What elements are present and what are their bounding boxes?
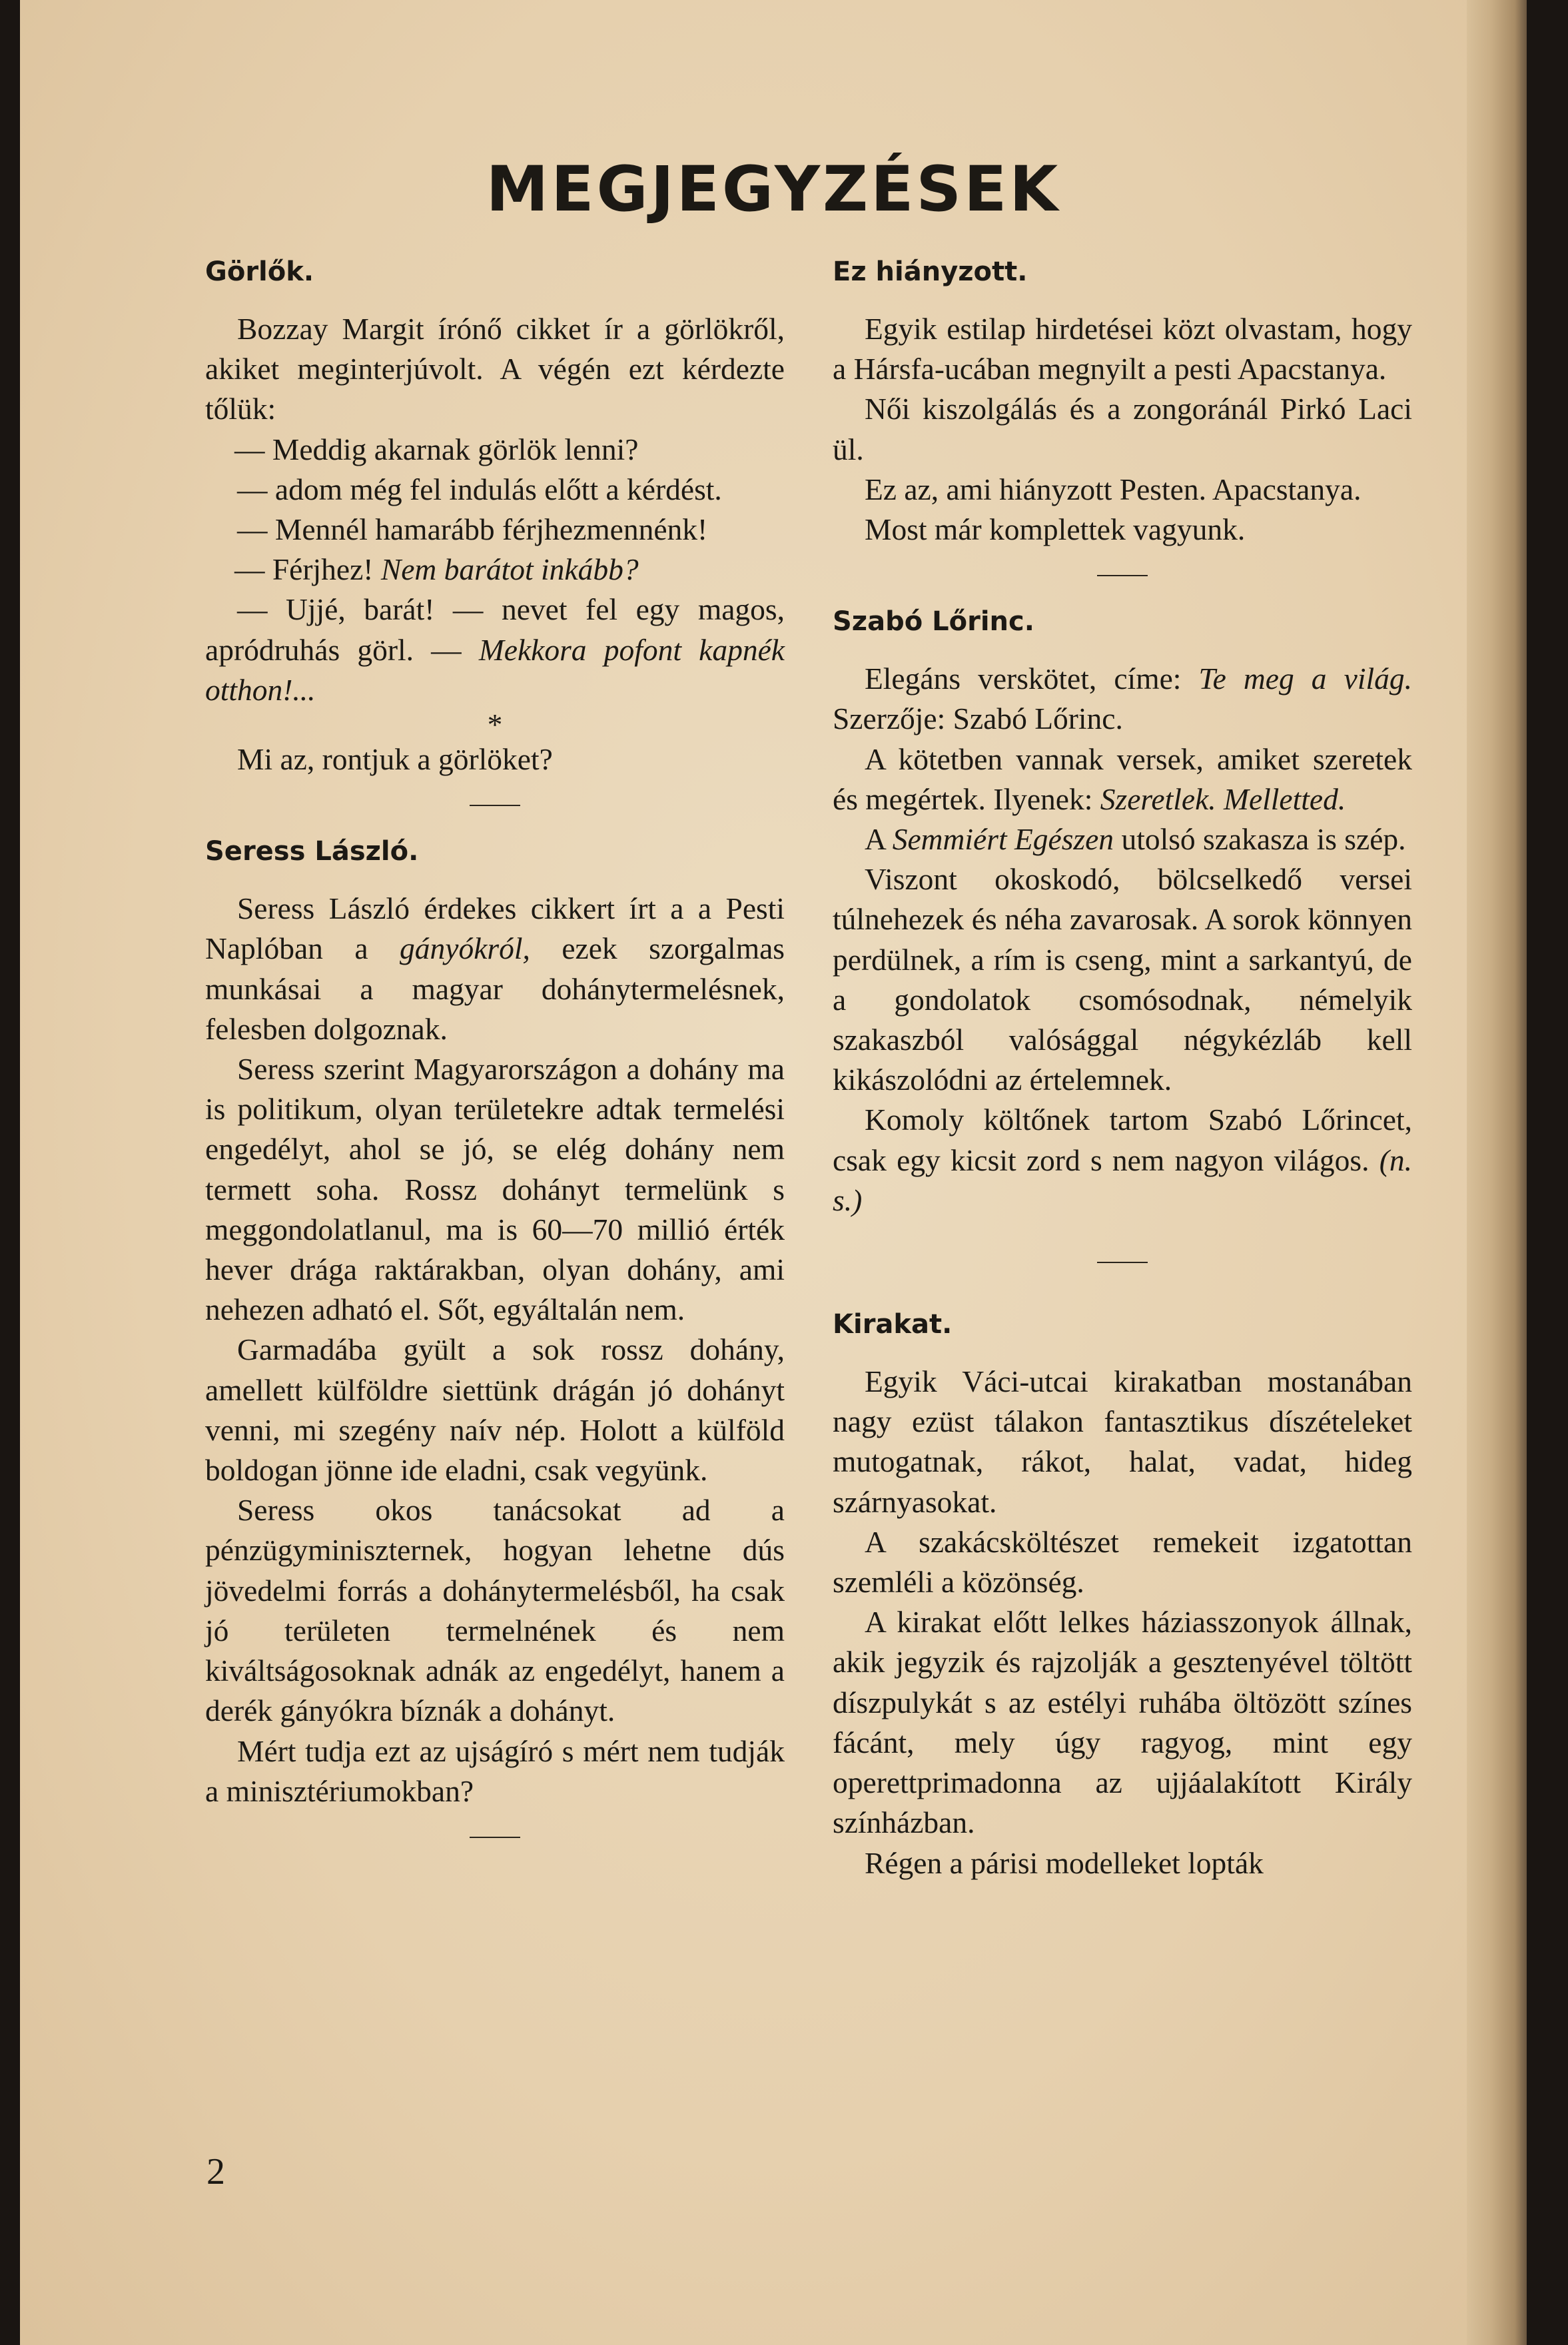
text-run: utolsó szakasza is szép. [1114,822,1406,857]
paragraph [833,739,1412,819]
italic-text: gányókról, [400,931,530,966]
paragraph: Bozzay Margit írónő cikket ír a görlökről, akiket meginterjúvolt. A végén ezt kérdezte tőlük: [205,312,785,426]
italic-text: Mekkora pofont kapnék otthon!... [205,632,785,707]
page-spine-shadow [1467,0,1527,2345]
paragraph: Mi az, rontjuk a görlöket? [237,742,553,777]
dialogue-line: — Mennél hamarább férjhezmennénk! [237,512,708,547]
text-run: Seress László érdekes cikkert írt a a Pesti Naplóban a [205,891,785,966]
text-run: Szerzője: Szabó Lőrinc. [833,702,1123,736]
text-run: A kötetben vannak versek, amiket szeretek és megértek. Ilyenek: [833,741,1412,816]
dialogue-line: — adom még fel indulás előtt a kérdést. [237,472,722,506]
dialogue-text: — Ujjé, barát! — nevet fel egy magos, apródruhás görl. — [205,592,785,667]
section-separator [1097,1262,1148,1263]
section-seress [205,831,785,1811]
section-ez-hianyzott [833,252,1412,550]
section-gorlok [205,252,785,779]
paragraph: Garmadába gyült a sok rossz dohány, amellett külföldre siettünk drágán jó dohányt venni, mi szegény naív nép. Holott a külföld boldogan jönne ide eladni, csak vegyünk. [205,1332,785,1488]
section-separator [1097,575,1148,576]
italic-text: Nem barátot inkább? [380,552,639,587]
paragraph: A szakácsköltészet remekeit izgatottan szemléli a közönség. [833,1524,1412,1600]
left-column [205,252,785,1863]
paragraph: A kirakat előtt lelkes háziasszonyok állnak, akik jegyzik és rajzolják a gesztenyével töltött díszpulykát s az estélyi ruhába öltözött színes fácánt, mely úgy ragyog, mint egy operettprimadonna az ujjáalakított Király színházban. [833,1605,1412,1840]
section-heading: Seress László. [205,836,419,867]
page-number: 2 [206,2151,225,2192]
page-title: MEGJEGYZÉSEK [486,153,1061,226]
paragraph [833,1100,1412,1220]
paragraph [833,659,1412,739]
paragraph: Seress okos tanácsokat ad a pénzügyminiszternek, hogyan lehetne dús jövedelmi forrás a dohánytermelésből, ha csak jó területen termelnének és nem kiváltságosoknak adnák az engedélyt, hanem a derék gányókra bíznák a dohányt. [205,1493,785,1728]
paragraph [205,889,785,1049]
dialogue-line: — Meddig akarnak görlök lenni? [234,432,639,466]
right-column [833,252,1412,1883]
text-run: A [865,822,893,857]
paragraph [833,819,1412,859]
section-szabo-lorinc [833,602,1412,1220]
paragraph: Seress szerint Magyarországon a dohány ma is politikum, olyan területekre adtak termelési engedélyt, ahol se jó, se elég dohány nem termett soha. Rossz dohányt termelünk s meggondolatlanul, ma is 60—70 millió érték hever drága raktárakban, olyan dohány, ami nehezen adható el. Sőt, egyáltalán nem. [205,1052,785,1327]
dialogue-line [205,550,785,590]
asterisk-divider: * [487,707,503,742]
paragraph: Mért tudja ezt az ujságíró s mért nem tudják a minisztériumokban? [205,1733,785,1808]
italic-text: Szeretlek. Melletted. [1100,781,1346,816]
section-separator [470,1837,520,1838]
text-run: ezek szorgalmas munkásai a magyar dohánytermelésnek, felesben dolgoznak. [205,931,785,1046]
paragraph: Viszont okoskodó, bölcselkedő versei túlnehezek és néha zavarosak. A sorok könnyen perdülnek, a rím is cseng, mint a sarkantyú, de a gondolatok csomósodnak, némelyik szakaszból valósággal négykézláb kell kikászolódni az értelemnek. [833,862,1412,1097]
paragraph: Egyik estilap hirdetései közt olvastam, hogy a Hársfa-ucában megnyilt a pesti Apacstanya. [833,312,1412,386]
section-heading: Ez hiányzott. [833,256,1028,287]
section-heading: Görlők. [205,256,314,287]
paragraph: Most már komplettek vagyunk. [865,512,1246,547]
section-heading: Szabó Lőrinc. [833,606,1034,638]
italic-text: Te meg a világ. [1198,662,1412,696]
paragraph: Női kiszolgálás és a zongoránál Pirkó Laci ül. [833,392,1412,466]
section-separator [470,805,520,806]
italic-text: Semmiért Egészen [892,822,1114,857]
dialogue-text: — Férjhez! [234,552,381,587]
text-run: Elegáns verskötet, címe: [865,662,1199,696]
magazine-page [20,0,1527,2345]
italic-text: (n. s.) [833,1143,1412,1217]
text-run: Komoly költőnek tartom Szabó Lőrincet, csak egy kicsit zord s nem nagyon világos. [833,1103,1412,1177]
section-heading: Kirakat. [833,1309,953,1340]
dialogue-line [205,590,785,710]
section-kirakat [833,1304,1412,1883]
paragraph: Ez az, ami hiányzott Pesten. Apacstanya. [865,472,1362,506]
paragraph: Régen a párisi modelleket lopták [865,1845,1264,1880]
paragraph: Egyik Váci-utcai kirakatban mostanában nagy ezüst tálakon fantasztikus díszételeket mutogatnak, rákot, halat, vadat, hideg szárnyasokat. [833,1364,1412,1519]
